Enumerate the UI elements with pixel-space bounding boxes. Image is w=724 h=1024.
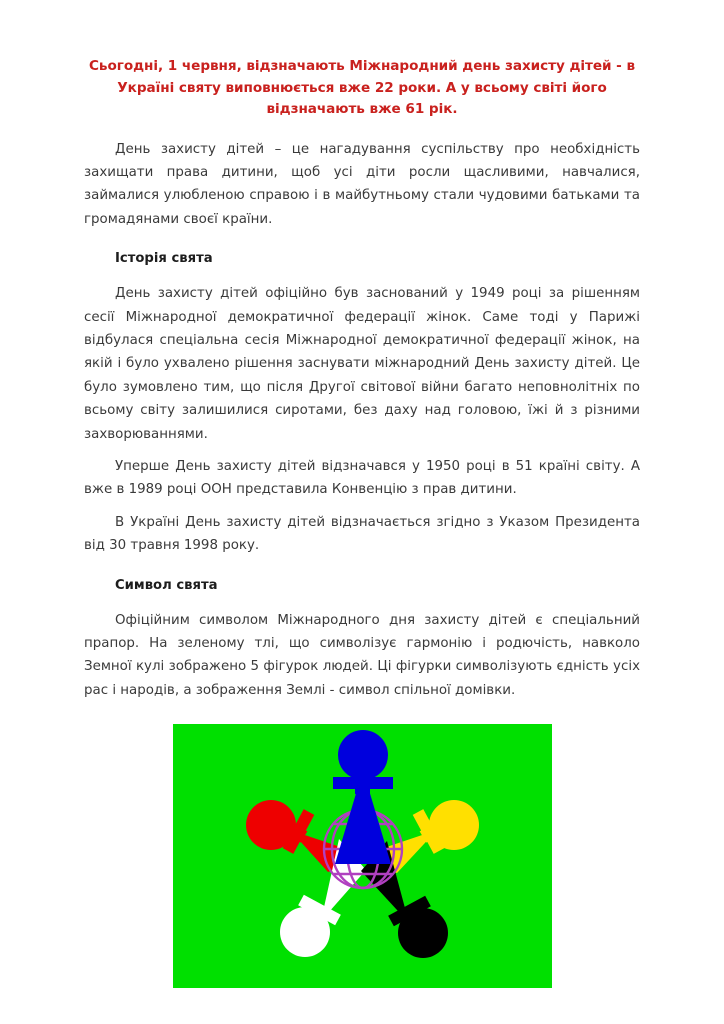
figure-container (84, 724, 640, 988)
paragraph-intro: День захисту дітей – це нагадування суспільству про необхідність захищати права дитини, щоб усі діти росли щасливими, навчалися, займалися улюбленою справою і в майбутньому стали чудовими батьками та громадянами своєї країни. (84, 141, 640, 227)
flag-illustration (173, 724, 552, 988)
white-figure-head (280, 907, 330, 957)
black-figure-head (398, 908, 448, 958)
heading-history: Історія свята (115, 251, 213, 267)
paragraph-history-2: Уперше День захисту дітей відзначався у 1950 році в 51 країні світу. А вже в 1989 році ООН представила Конвенцію з прав дитини. (84, 458, 640, 498)
heading-symbol: Символ свята (115, 577, 218, 593)
document-content (84, 56, 640, 988)
yellow-figure-head (429, 800, 479, 850)
red-figure-head (246, 800, 296, 850)
paragraph-history-3: В Україні День захисту дітей відзначається згідно з Указом Президента від 30 травня 1998 року. (84, 514, 640, 554)
blue-figure-head (338, 730, 388, 780)
paragraph-history-1: День захисту дітей офіційно був заснований у 1949 році за рішенням сесії Міжнародної демократичної федерації жінок. Саме тоді у Парижі відбулася спеціальна сесія Міжнародної демократичної федерації жінок, на якій і було ухвалено рішення заснувати міжнародний День захисту дітей. Це було зумовлено тим, що після Другої світової війни багато неповнолітніх по всьому світу залишилися сиротами, без даху над головою, їжі й з різними захворюваннями. (84, 286, 640, 442)
childrens-day-flag-image (173, 724, 552, 988)
page-title: Сьогодні, 1 червня, відзначають Міжнародний день захисту дітей - в Україні святу виповнюється вже 22 роки. А у всьому світі його відзначають вже 61 рік. (89, 58, 635, 117)
paragraph-symbol-1: Офіційним символом Міжнародного дня захисту дітей є спеціальний прапор. На зеленому тлі, що символізує гармонію і родючість, навколо Земної кулі зображено 5 фігурок людей. Ці фігурки символізують єдність усіх рас і народів, а зображення Землі - символ спільної домівки. (84, 612, 640, 698)
